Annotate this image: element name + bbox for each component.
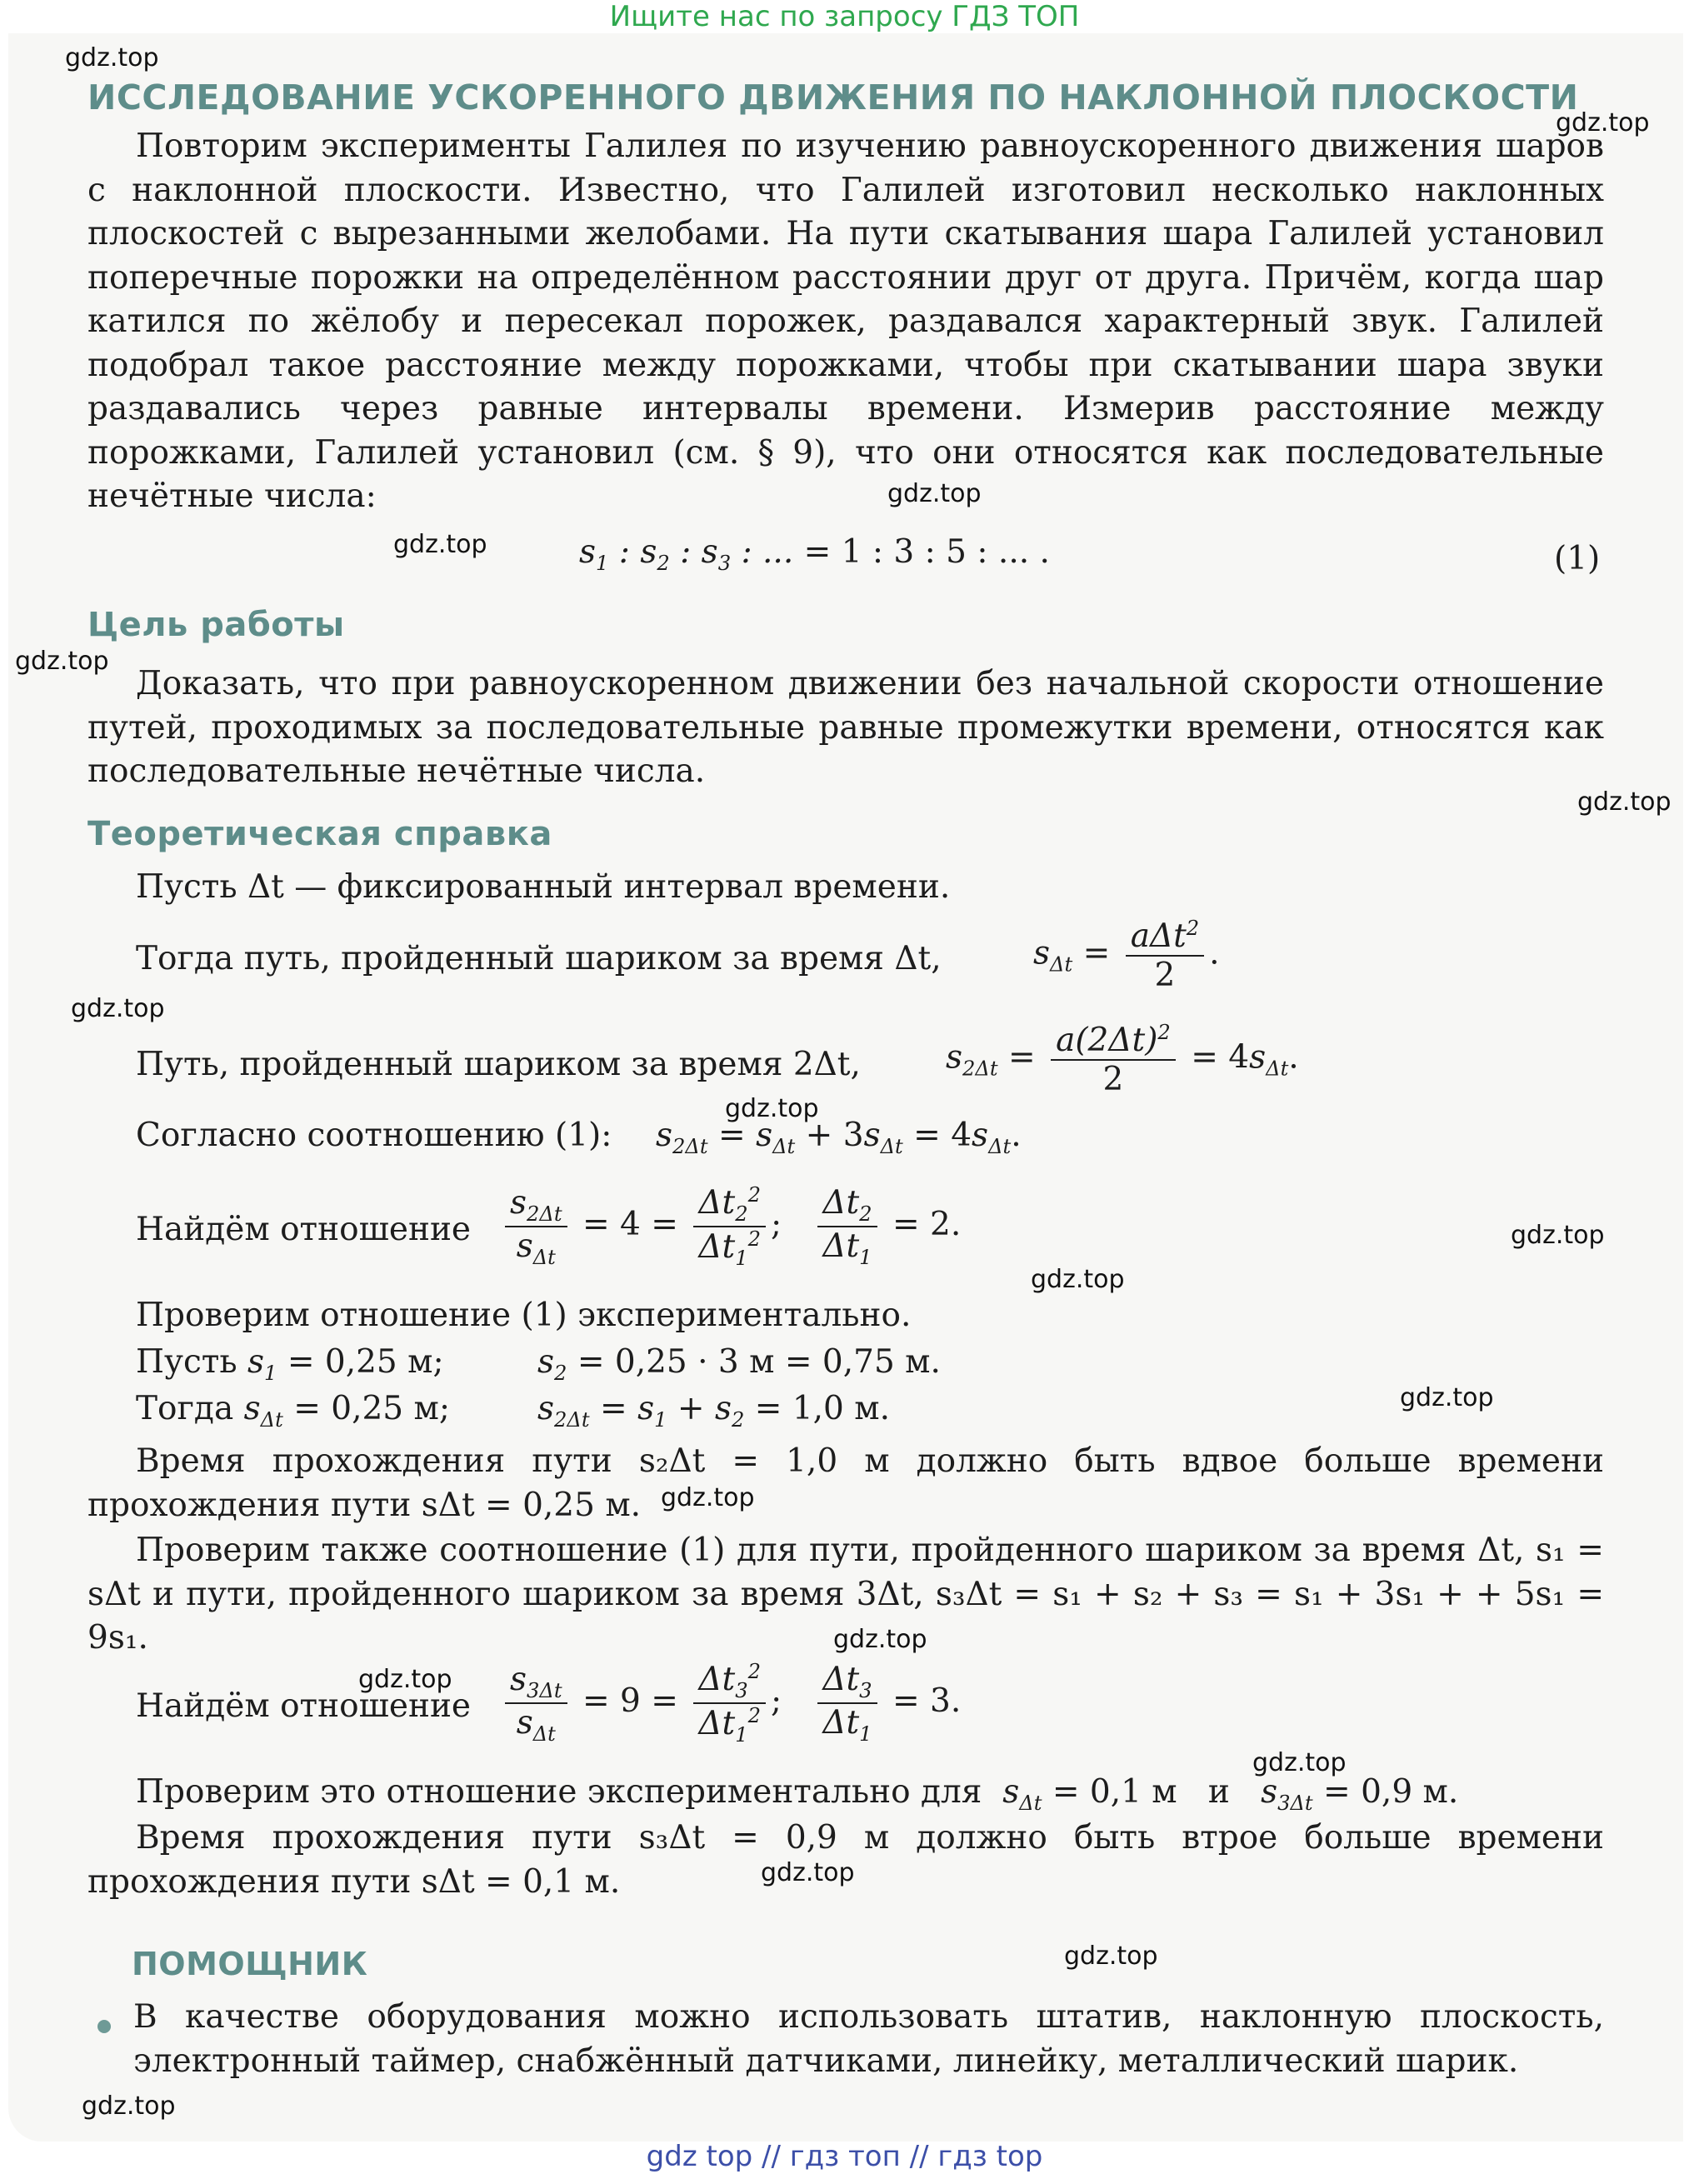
watermark: gdz.top bbox=[761, 1858, 855, 1887]
helper-paragraph: В качестве оборудования можно использовать штатив, наклонную плоскость, электронный таймер, снабжённый датчиками, линейку, металлический шарик. bbox=[133, 1998, 1604, 2080]
top-banner[interactable]: Ищите нас по запросу ГДЗ ТОП bbox=[609, 0, 1080, 33]
theory-line-8: Тогда $s_{\Delta t} = 0,25$ м; bbox=[136, 1390, 450, 1432]
watermark: gdz.top bbox=[71, 994, 165, 1023]
theory-line-6: Проверим отношение (1) экспериментально. bbox=[136, 1297, 912, 1334]
helper-heading: ПОМОЩНИК bbox=[132, 1946, 368, 1982]
theory-line-7-b: $s_2 = 0,25 \cdot 3$ м = 0,75 м. bbox=[537, 1343, 941, 1385]
theory-line-1: Пусть Δt — фиксированный интервал времени. bbox=[136, 868, 951, 906]
goal-heading: Цель работы bbox=[87, 606, 345, 644]
equation-1-number: (1) bbox=[1554, 540, 1601, 577]
theory-heading: Теоретическая справка bbox=[87, 815, 552, 853]
watermark: gdz.top bbox=[833, 1625, 927, 1654]
watermark: gdz.top bbox=[358, 1665, 452, 1694]
theory-line-8-b: $s_{2\Delta t} = s_1 + s_2 = 1,0$ м. bbox=[537, 1390, 890, 1432]
formula-ratio-3: $\frac{s_{3\Delta t}}{s_{\Delta t}}$ = 9 = $\frac{\Delta t_3^2}{\Delta t_1^2}$ ; $\frac{\Delta t_3}{\Delta t_1}$ = 3. bbox=[500, 1660, 961, 1747]
theory-line-12: Проверим это отношение экспериментально для $s_{\Delta t} = 0,1$ м и $s_{3\Delta t} = 0,9$ м. bbox=[136, 1773, 1459, 1815]
theory-paragraph-9: Время прохождения пути s₂Δt = 1,0 м должно быть вдвое больше времени прохождения пути sΔt = 0,25 м. bbox=[87, 1442, 1604, 1524]
goal-paragraph: Доказать, что при равноускоренном движении без начальной скорости отношение путей, проходимых за последовательные равные промежутки времени, относятся как последовательные нечётные числа. bbox=[87, 665, 1604, 790]
theory-line-2: Тогда путь, пройденный шариком за время Δt, bbox=[136, 940, 942, 977]
bullet-icon bbox=[97, 2020, 111, 2033]
theory-line-3: Путь, пройденный шариком за время 2Δt, bbox=[136, 1046, 861, 1083]
watermark: gdz.top bbox=[661, 1483, 755, 1512]
formula-relation-1: $s_{2\Delta t} = s_{\Delta t} + 3s_{\Delta t} = 4s_{\Delta t}$. bbox=[656, 1117, 1022, 1158]
watermark: gdz.top bbox=[725, 1094, 819, 1123]
watermark: gdz.top bbox=[393, 530, 487, 559]
watermark: gdz.top bbox=[1031, 1265, 1125, 1294]
watermark: gdz.top bbox=[1556, 108, 1650, 137]
theory-paragraph-10: Проверим также соотношение (1) для пути, пройденного шариком за время Δt, s₁ = sΔt и пути, пройденного шариком за время 3Δt, s₃Δt = s₁ + s₂ + s₃ = s₁ + 3s₁ + + 5s₁ = 9s₁. bbox=[87, 1532, 1604, 1657]
theory-line-11: Найдём отношение bbox=[136, 1687, 472, 1725]
watermark: gdz.top bbox=[1400, 1383, 1494, 1412]
formula-s-2dt: $s_{2\Delta t}$ = $\frac{a(2\Delta t)^2}{2}$ = $4s_{\Delta t}$. bbox=[946, 1021, 1299, 1098]
theory-line-5: Найдём отношение bbox=[136, 1211, 472, 1248]
equation-1: $s_1$ : $s_2$ : $s_3$ : ... = 1 : 3 : 5 : ... . bbox=[579, 533, 1050, 575]
intro-paragraph: Повторим эксперименты Галилея по изучению равноускоренного движения шаров с наклонной плоскости. Известно, что Галилей изготовил несколько наклонных плоскостей с вырезанными желобами. На пути скатывания шара Галилей установил поперечные порожки на определённом расстоянии друг от друга. Причём, когда шар катился по жёлобу и пересекал порожек, раздавался характерный звук. Галилей подобрал такое расстояние между порожками, чтобы при скатывании шара звуки раздавались через равные интервалы времени. Измерив расстояние между порожками, Галилей установил (см. § 9), что они относятся как последовательные нечётные числа: bbox=[87, 127, 1604, 515]
watermark: gdz.top bbox=[1577, 787, 1672, 817]
watermark: gdz.top bbox=[1252, 1748, 1347, 1777]
watermark: gdz.top bbox=[15, 647, 109, 676]
page-title: ИССЛЕДОВАНИЕ УСКОРЕННОГО ДВИЖЕНИЯ ПО НАКЛОННОЙ ПЛОСКОСТИ bbox=[87, 77, 1579, 117]
bottom-banner[interactable]: gdz top // гдз топ // гдз top bbox=[646, 2140, 1043, 2173]
watermark: gdz.top bbox=[65, 43, 159, 72]
watermark: gdz.top bbox=[887, 479, 982, 508]
theory-line-7: Пусть $s_1 = 0,25$ м; bbox=[136, 1343, 444, 1385]
formula-s-dt: $s_{\Delta t}$ = $\frac{a\Delta t^2}{2}$ . bbox=[1033, 917, 1220, 994]
formula-ratio-2: $\frac{s_{2\Delta t}}{s_{\Delta t}}$ = 4 = $\frac{\Delta t_2^2}{\Delta t_1^2}$ ; $\frac{\Delta t_2}{\Delta t_1}$ = 2. bbox=[500, 1183, 961, 1270]
theory-paragraph-13: Время прохождения пути s₃Δt = 0,9 м должно быть втрое больше времени прохождения пути sΔt = 0,1 м. bbox=[87, 1819, 1604, 1901]
watermark: gdz.top bbox=[1511, 1221, 1605, 1250]
watermark: gdz.top bbox=[82, 2092, 176, 2121]
theory-line-4: Согласно соотношению (1): bbox=[136, 1117, 612, 1154]
watermark: gdz.top bbox=[1064, 1942, 1158, 1971]
